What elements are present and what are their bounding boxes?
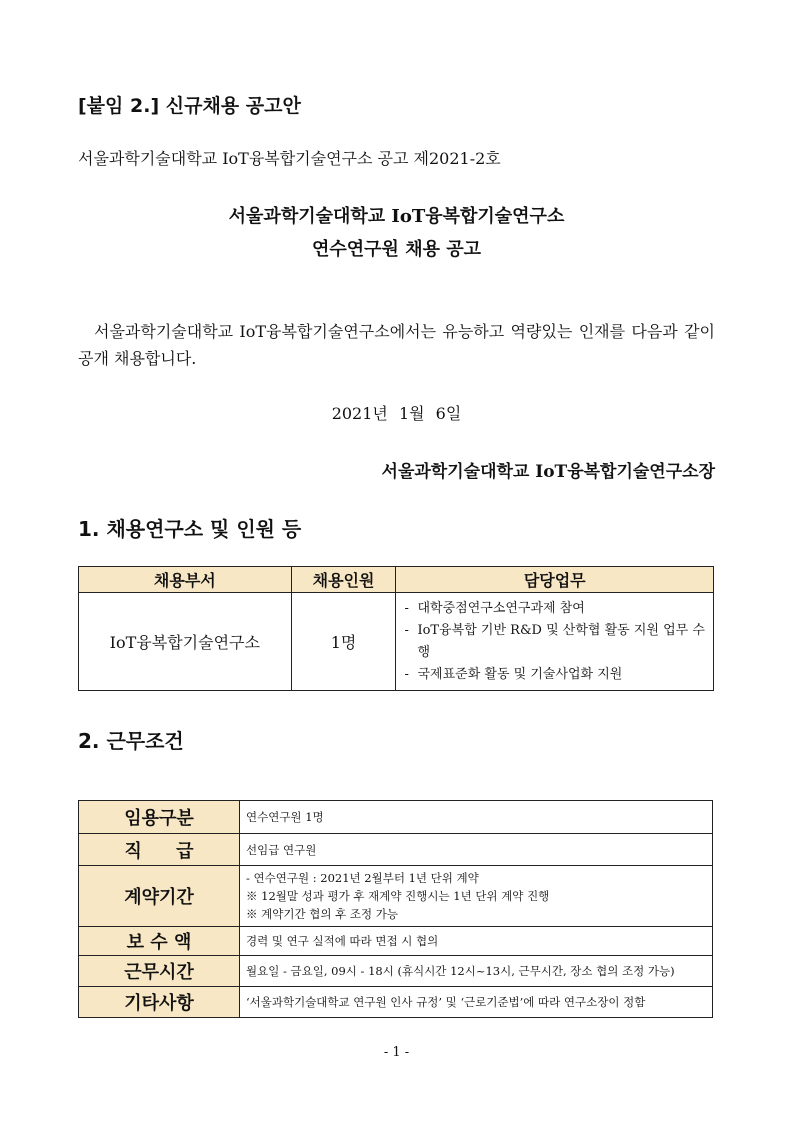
row-label: 기타사항 (79, 987, 240, 1018)
list-item (404, 664, 705, 686)
row-value (240, 801, 713, 834)
duties-cell (396, 593, 714, 691)
section2-heading: 2. 근무조건 (78, 729, 184, 753)
section1-heading: 1. 채용연구소 및 인원 등 (78, 517, 302, 541)
row-label: 근무시간 (79, 956, 240, 987)
row-value (240, 987, 713, 1018)
conditions-table (78, 800, 713, 1018)
row-label: 임용구분 (79, 801, 240, 834)
value-line: 월요일 - 금요일, 09시 - 18시 (휴식시간 12시~13시, 근무시간, 장소 협의 조정 가능) (246, 964, 675, 978)
column-header: 채용부서 (79, 567, 292, 593)
list-item (404, 620, 705, 664)
table-row (79, 593, 714, 691)
table-row (79, 801, 713, 834)
value-line: 선임급 연구원 (246, 842, 317, 857)
value-line: ※ 계약기간 협의 후 조정 가능 (246, 907, 398, 921)
dept-cell: IoT융복합기술연구소 (79, 593, 292, 691)
value-line: - 연수연구원 : 2021년 2월부터 1년 단위 계약 (246, 871, 479, 885)
dash-marker: - (404, 601, 409, 616)
table-row (79, 927, 713, 956)
attachment-title: [붙임 2.] 신규채용 공고안 (78, 95, 301, 117)
duty-text: IoT융복합 기반 R&D 및 산학협 활동 지원 업무 수행 (417, 623, 705, 660)
duty-text: 대학중점연구소연구과제 참여 (417, 601, 585, 616)
table-row (79, 834, 713, 866)
table-header-row (79, 567, 714, 593)
row-label: 계약기간 (79, 866, 240, 927)
signature: 서울과학기술대학교 IoT융복합기술연구소장 (381, 462, 715, 482)
value-line: 경력 및 연구 실적에 따라 면접 시 협의 (246, 934, 439, 948)
doc-title-line2: 연수연구원 채용 공고 (311, 239, 482, 260)
table-row (79, 956, 713, 987)
row-value (240, 927, 713, 956)
value-line: ‘서울과학기술대학교 연구원 인사 규정’ 및 ‘근로기준법’에 따라 연구소장이 정함 (246, 995, 646, 1009)
row-value (240, 866, 713, 927)
value-line: ※ 12월말 성과 평가 후 재계약 진행시는 1년 단위 계약 진행 (246, 889, 550, 903)
duty-text: 국제표준화 활동 및 기술사업화 지원 (417, 667, 623, 682)
table-row (79, 866, 713, 927)
row-label: 직 급 (79, 834, 240, 866)
recruitment-table (78, 566, 714, 691)
doc-title-line1: 서울과학기술대학교 IoT융복합기술연구소 (228, 206, 565, 227)
value-line: 연수연구원 1명 (246, 810, 324, 824)
count-cell: 1명 (291, 593, 396, 691)
column-header: 채용인원 (291, 567, 396, 593)
dash-marker: - (404, 667, 409, 682)
intro-paragraph: 서울과학기술대학교 IoT융복합기술연구소에서는 유능하고 역량있는 인재를 다음과 같이 공개 채용합니다. (78, 322, 715, 368)
table-row (79, 987, 713, 1018)
notice-number: 서울과학기술대학교 IoT융복합기술연구소 공고 제2021-2호 (78, 149, 501, 168)
list-item (404, 598, 705, 620)
row-value (240, 834, 713, 866)
page-number: - 1 - (383, 1045, 410, 1060)
row-value (240, 956, 713, 987)
dash-marker: - (404, 623, 409, 638)
notice-date: 2021년 1월 6일 (331, 404, 462, 423)
row-label: 보 수 액 (79, 927, 240, 956)
column-header: 담당업무 (396, 567, 714, 593)
